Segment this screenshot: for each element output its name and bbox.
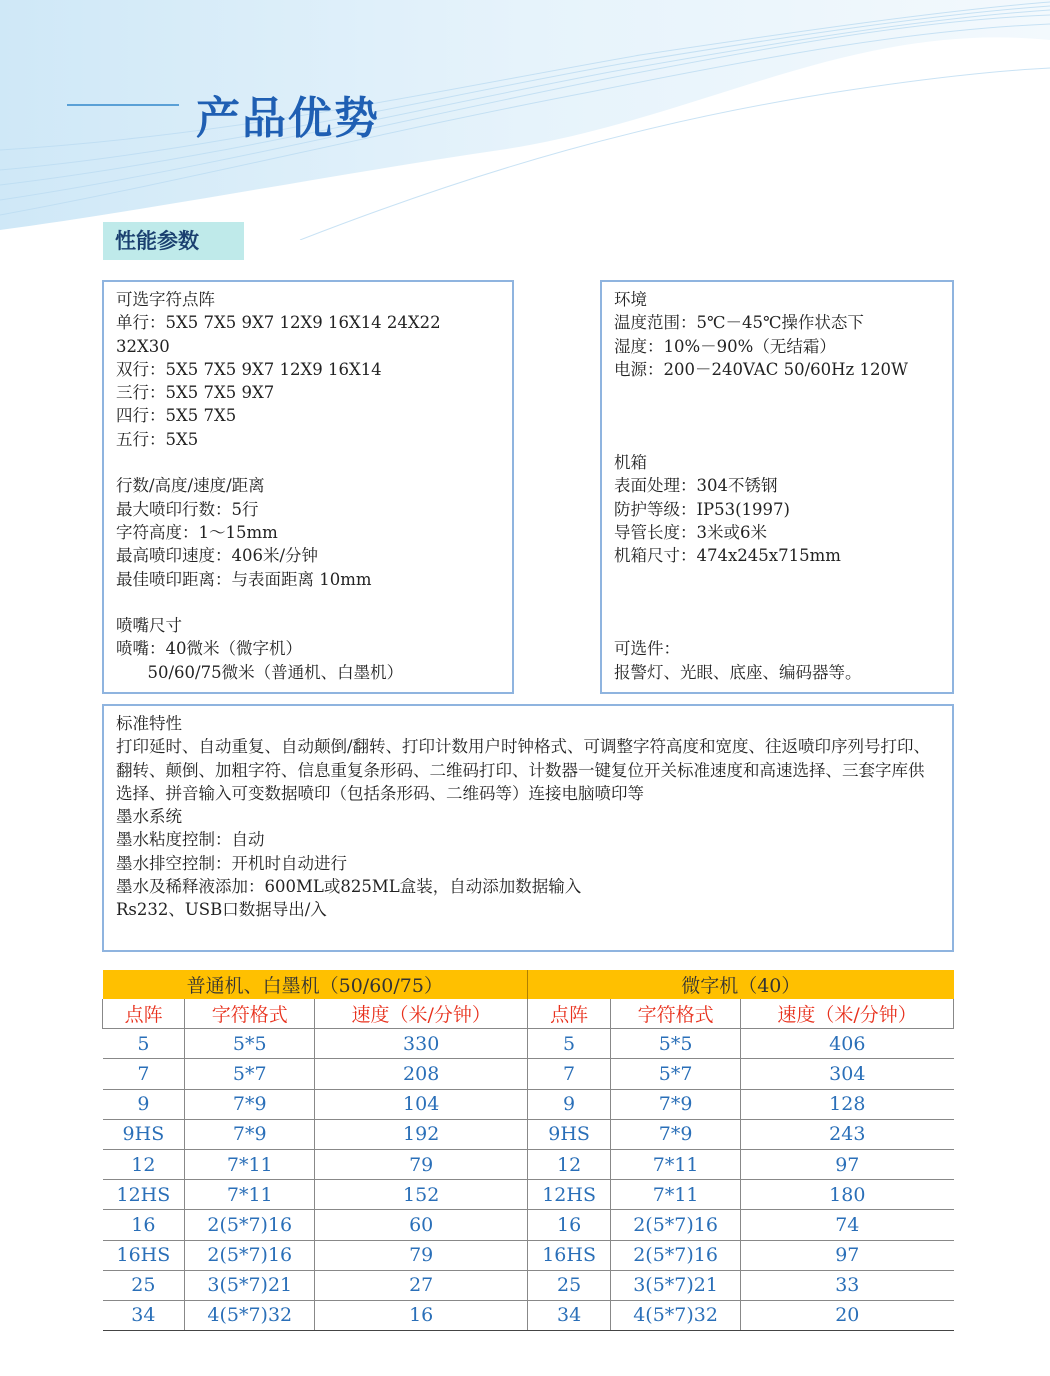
table-cell: 79 bbox=[315, 1240, 528, 1270]
table-cell: 7*9 bbox=[185, 1089, 315, 1119]
standard-feature-line: 墨水排空控制：开机时自动进行 bbox=[116, 853, 347, 873]
title-decor-line bbox=[67, 104, 179, 106]
table-cell: 12HS bbox=[528, 1180, 611, 1210]
standard-feature-line: 墨水系统 bbox=[116, 807, 182, 827]
table-row bbox=[103, 1240, 954, 1270]
standard-feature-line: 标准特性 bbox=[116, 714, 182, 733]
environment-spec-line bbox=[614, 591, 940, 614]
table-cell: 7*9 bbox=[185, 1119, 315, 1149]
table-cell: 104 bbox=[315, 1089, 528, 1119]
table-cell: 406 bbox=[741, 1029, 954, 1059]
table-cell: 16HS bbox=[528, 1240, 611, 1270]
environment-spec-line: 可选件： bbox=[614, 639, 680, 659]
table-cell: 16HS bbox=[103, 1240, 185, 1270]
environment-spec-line: 湿度：10%－90%（无结霜） bbox=[614, 336, 836, 356]
table-cell: 7*9 bbox=[611, 1119, 741, 1149]
table-cell: 34 bbox=[103, 1300, 185, 1330]
table-cell: 12HS bbox=[103, 1180, 185, 1210]
page-title: 产品优势 bbox=[196, 93, 380, 144]
character-spec-line: 32X30 bbox=[116, 336, 170, 356]
table-cell: 2(5*7)16 bbox=[185, 1240, 315, 1270]
environment-spec-line: 温度范围：5℃－45℃操作状态下 bbox=[614, 313, 864, 333]
character-spec-line: 单行：5X5 7X5 9X7 12X9 16X14 24X22 bbox=[116, 313, 441, 333]
column-header: 速度（米/分钟） bbox=[741, 999, 954, 1029]
character-spec-line: 50/60/75微米（普通机、白墨机） bbox=[116, 662, 404, 682]
character-spec-line: 五行：5X5 bbox=[116, 429, 199, 449]
table-row bbox=[103, 1149, 954, 1179]
column-header: 字符格式 bbox=[611, 999, 741, 1029]
character-spec-line bbox=[116, 591, 500, 614]
table-row bbox=[103, 1270, 954, 1300]
environment-spec-line: 机箱尺寸：474x245x715mm bbox=[614, 546, 841, 566]
table-row bbox=[103, 1059, 954, 1089]
character-spec-line: 双行：5X5 7X5 9X7 12X9 16X14 bbox=[116, 359, 382, 379]
column-header: 速度（米/分钟） bbox=[315, 999, 528, 1029]
environment-spec-line: 表面处理：304不锈钢 bbox=[614, 476, 778, 496]
standard-features-box bbox=[102, 704, 954, 952]
character-spec-line: 可选字符点阵 bbox=[116, 290, 215, 309]
table-cell: 2(5*7)16 bbox=[611, 1210, 741, 1240]
environment-spec-line bbox=[614, 568, 940, 591]
table-row bbox=[103, 1089, 954, 1119]
table-cell: 9HS bbox=[528, 1119, 611, 1149]
table-row bbox=[103, 1119, 954, 1149]
environment-spec-line: 机箱 bbox=[614, 453, 647, 473]
table-cell: 7 bbox=[103, 1059, 185, 1089]
table-cell: 16 bbox=[103, 1210, 185, 1240]
column-header: 点阵 bbox=[103, 999, 185, 1029]
table-cell: 60 bbox=[315, 1210, 528, 1240]
table-cell: 5 bbox=[103, 1029, 185, 1059]
table-cell: 12 bbox=[528, 1149, 611, 1179]
table-cell: 16 bbox=[528, 1210, 611, 1240]
table-cell: 208 bbox=[315, 1059, 528, 1089]
table-cell: 7*11 bbox=[611, 1180, 741, 1210]
column-header: 点阵 bbox=[528, 999, 611, 1029]
character-spec-line: 喷嘴：40微米（微字机） bbox=[116, 639, 302, 659]
table-cell: 7*11 bbox=[611, 1149, 741, 1179]
table-cell: 5*5 bbox=[185, 1029, 315, 1059]
table-cell: 97 bbox=[741, 1240, 954, 1270]
table-cell: 128 bbox=[741, 1089, 954, 1119]
wave-background bbox=[0, 0, 1050, 240]
environment-spec-line bbox=[614, 381, 940, 404]
table-cell: 304 bbox=[741, 1059, 954, 1089]
table-cell: 7*9 bbox=[611, 1089, 741, 1119]
table-cell: 243 bbox=[741, 1119, 954, 1149]
character-spec-line: 三行：5X5 7X5 9X7 bbox=[116, 383, 275, 403]
table-cell: 9 bbox=[528, 1089, 611, 1119]
table-cell: 2(5*7)16 bbox=[185, 1210, 315, 1240]
environment-spec-line bbox=[614, 614, 940, 637]
table-cell: 12 bbox=[103, 1149, 185, 1179]
environment-spec-line bbox=[614, 404, 940, 427]
table-row bbox=[103, 1210, 954, 1240]
environment-spec-line: 报警灯、光眼、底座、编码器等。 bbox=[614, 662, 862, 682]
table-cell: 25 bbox=[528, 1270, 611, 1300]
character-spec-line: 最大喷印行数：5行 bbox=[116, 499, 259, 519]
table-cell: 27 bbox=[315, 1270, 528, 1300]
table-cell: 7*11 bbox=[185, 1149, 315, 1179]
table-cell: 2(5*7)16 bbox=[611, 1240, 741, 1270]
table-cell: 9 bbox=[103, 1089, 185, 1119]
standard-feature-line: 打印延时、自动重复、自动颠倒/翻转、打印计数用户时钟格式、可调整字符高度和宽度、往返喷印序列号打印、翻转、颠倒、加粗字符、信息重复条形码、二维码打印、计数器一键复位开关标准速度和高速选择、三套字库供选择、拼音输入可变数据喷印（包括条形码、二维码等）连接电脑喷印等 bbox=[116, 737, 931, 803]
table-cell: 5*7 bbox=[611, 1059, 741, 1089]
section-label: 性能参数 bbox=[103, 222, 244, 260]
group-header-micro: 微字机（40） bbox=[528, 970, 954, 999]
speed-table bbox=[102, 970, 954, 1331]
table-cell: 9HS bbox=[103, 1119, 185, 1149]
table-row bbox=[103, 1300, 954, 1330]
environment-spec-line: 导管长度：3米或6米 bbox=[614, 522, 767, 542]
table-cell: 34 bbox=[528, 1300, 611, 1330]
character-spec-line: 喷嘴尺寸 bbox=[116, 616, 182, 636]
table-cell: 192 bbox=[315, 1119, 528, 1149]
table-cell: 180 bbox=[741, 1180, 954, 1210]
table-cell: 79 bbox=[315, 1149, 528, 1179]
table-cell: 330 bbox=[315, 1029, 528, 1059]
table-row bbox=[103, 1180, 954, 1210]
environment-spec-box bbox=[600, 280, 954, 694]
environment-spec-line: 环境 bbox=[614, 290, 647, 309]
environment-spec-line bbox=[614, 428, 940, 451]
table-cell: 25 bbox=[103, 1270, 185, 1300]
character-spec-line bbox=[116, 451, 500, 474]
table-cell: 33 bbox=[741, 1270, 954, 1300]
environment-spec-line: 防护等级：IP53(1997) bbox=[614, 499, 790, 519]
table-cell: 4(5*7)32 bbox=[185, 1300, 315, 1330]
character-spec-line: 四行：5X5 7X5 bbox=[116, 406, 237, 426]
table-cell: 7 bbox=[528, 1059, 611, 1089]
standard-feature-line: 墨水及稀释液添加：600ML或825ML盒装，自动添加数据输入 bbox=[116, 877, 582, 897]
standard-feature-line: Rs232、USB口数据导出/入 bbox=[116, 900, 327, 920]
character-spec-line: 字符高度：1～15mm bbox=[116, 522, 278, 542]
standard-feature-line: 墨水粘度控制：自动 bbox=[116, 830, 265, 850]
table-cell: 3(5*7)21 bbox=[185, 1270, 315, 1300]
table-cell: 152 bbox=[315, 1180, 528, 1210]
table-cell: 20 bbox=[741, 1300, 954, 1330]
table-row bbox=[103, 1029, 954, 1059]
table-cell: 74 bbox=[741, 1210, 954, 1240]
table-cell: 7*11 bbox=[185, 1180, 315, 1210]
table-cell: 97 bbox=[741, 1149, 954, 1179]
environment-spec-line: 电源：200－240VAC 50/60Hz 120W bbox=[614, 359, 908, 379]
character-spec-line: 最佳喷印距离：与表面距离 10mm bbox=[116, 569, 372, 589]
group-header-standard: 普通机、白墨机（50/60/75） bbox=[103, 970, 528, 999]
table-cell: 3(5*7)21 bbox=[611, 1270, 741, 1300]
character-spec-line: 最高喷印速度：406米/分钟 bbox=[116, 546, 319, 566]
character-spec-box bbox=[102, 280, 514, 694]
table-cell: 5 bbox=[528, 1029, 611, 1059]
table-cell: 4(5*7)32 bbox=[611, 1300, 741, 1330]
table-cell: 5*5 bbox=[611, 1029, 741, 1059]
table-cell: 5*7 bbox=[185, 1059, 315, 1089]
table-cell: 16 bbox=[315, 1300, 528, 1330]
column-header: 字符格式 bbox=[185, 999, 315, 1029]
character-spec-line: 行数/高度/速度/距离 bbox=[116, 476, 265, 496]
